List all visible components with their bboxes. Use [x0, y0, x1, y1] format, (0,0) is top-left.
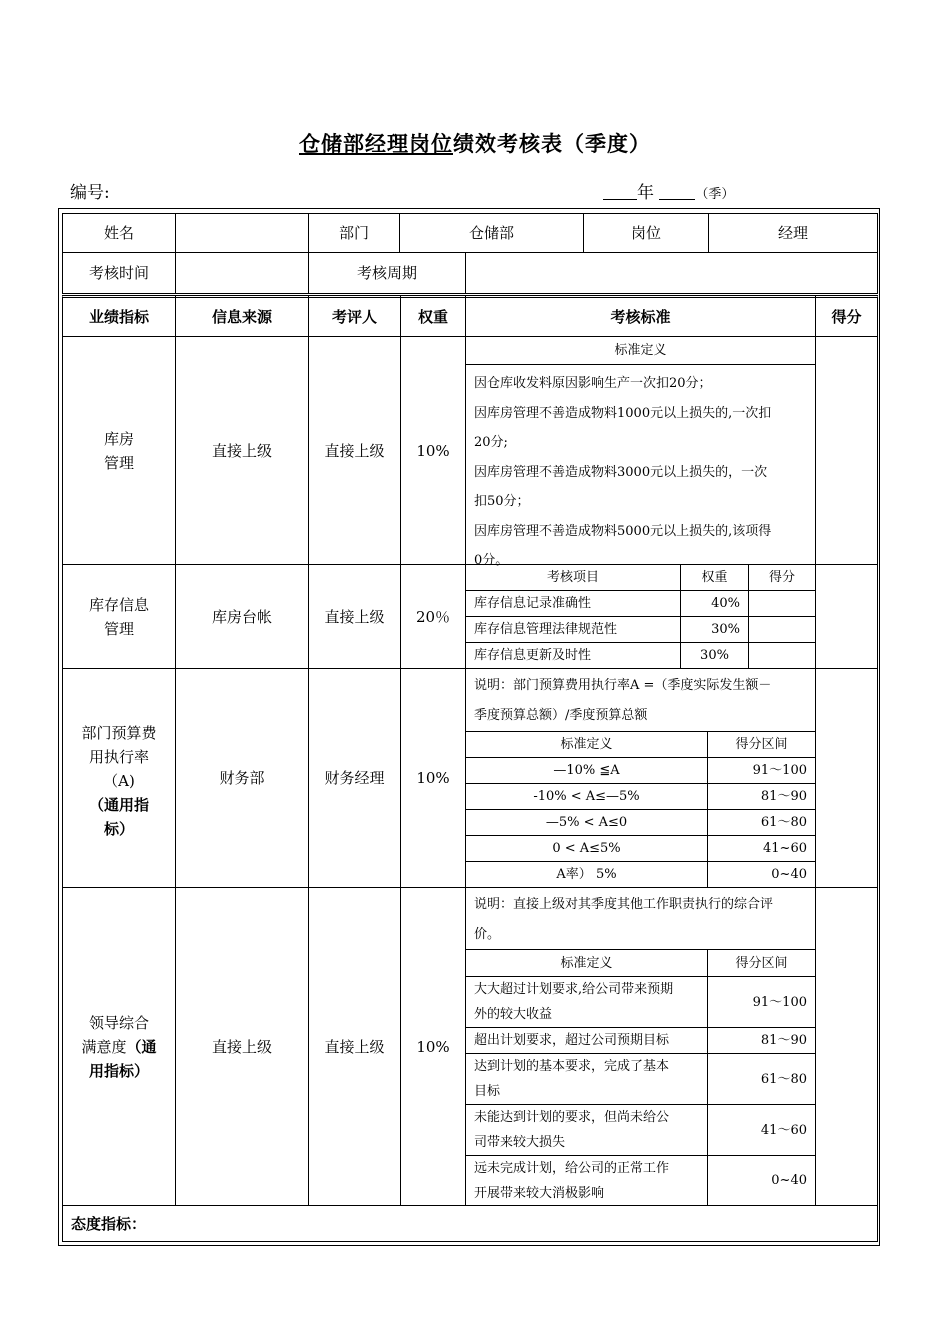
row4-range-def-line: 达到计划的基本要求，完成了基本	[474, 1059, 670, 1074]
name-field[interactable]	[175, 213, 309, 253]
row3-note-line: 季度预算总额）/季度预算总额	[474, 708, 648, 723]
row2-item-name: 库存信息记录准确性	[465, 590, 681, 617]
row4-range-def-line: 开展带来较大消极影响	[474, 1186, 605, 1201]
row1-std-line: 20分;	[474, 435, 508, 450]
attitude-label: 态度指标：	[62, 1205, 878, 1242]
row4-range-value: 41～60	[707, 1104, 816, 1156]
post-label: 岗位	[583, 213, 709, 253]
quarter-label: （季）	[695, 187, 735, 202]
row3-indicator-bold: （通用指	[88, 796, 149, 814]
row2-indicator	[62, 564, 176, 669]
header-assessor: 考评人	[308, 295, 401, 337]
row2-source: 库房台帐	[175, 564, 309, 669]
row2-sub-item-header: 考核项目	[465, 564, 681, 591]
row4-range-def-line: 远未完成计划，给公司的正常工作	[474, 1161, 670, 1176]
row3-note	[465, 668, 816, 732]
row1-source: 直接上级	[175, 336, 309, 565]
page-title: 仓储部经理岗位绩效考核表（季度）	[299, 131, 651, 156]
row4-range-def-line: 外的较大收益	[474, 1007, 553, 1022]
row3-score[interactable]	[815, 668, 878, 888]
row4-indicator-bold: 用指标）	[88, 1061, 149, 1080]
year-label: 年	[637, 183, 654, 203]
row4-indicator-mixed	[81, 1035, 156, 1059]
row3-indicator	[62, 668, 176, 888]
row4-range-def-line: 大大超过计划要求,给公司带来预期	[474, 982, 674, 997]
row4-source: 直接上级	[175, 887, 309, 1206]
row3-range-def: —5% < A≤0	[465, 809, 708, 836]
row2-sub-weight-header: 权重	[680, 564, 749, 591]
row4-range-def	[465, 1053, 708, 1105]
code-label: 编号:	[70, 183, 110, 203]
row3-indicator-line: 用执行率	[88, 748, 149, 766]
row1-std-line: 因仓库收发料原因影响生产一次扣20分；	[474, 376, 712, 391]
row4-sub-range-header: 得分区间	[707, 949, 816, 977]
row4-assessor: 直接上级	[308, 887, 401, 1206]
row4-note	[465, 887, 816, 950]
row4-score[interactable]	[815, 887, 878, 1206]
row1-assessor: 直接上级	[308, 336, 401, 565]
row3-range-value: 41~60	[707, 835, 816, 862]
row2-weight: 20％	[400, 564, 466, 669]
row2-item-weight: 40%	[680, 590, 749, 617]
row4-indicator-line: 领导综合	[88, 1013, 149, 1032]
row2-indicator-line2: 管理	[103, 619, 134, 638]
header-indicator: 业绩指标	[62, 295, 176, 337]
row1-std-body	[465, 364, 816, 568]
row1-std-line: 0分。	[474, 553, 509, 568]
row3-range-value: 0~40	[707, 861, 816, 888]
row1-std-line: 因库房管理不善造成物料3000元以上损失的，一次	[474, 464, 768, 480]
row3-range-def: -10% < A≤—5%	[465, 783, 708, 810]
row3-sub-range-header: 得分区间	[707, 731, 816, 758]
row4-range-value: 0~40	[707, 1155, 816, 1206]
row1-indicator	[62, 336, 176, 565]
row3-range-value: 91～100	[707, 757, 816, 784]
year-quarter	[603, 178, 734, 203]
row1-indicator-line1: 库房	[103, 429, 134, 448]
dept-value: 仓储部	[399, 213, 584, 253]
header-standard: 考核标准	[465, 295, 816, 337]
row4-range-def	[465, 1155, 708, 1206]
header-weight: 权重	[400, 295, 466, 337]
row3-indicator-line: （A)	[103, 772, 135, 790]
row1-std-line: 因库房管理不善造成物料1000元以上损失的,一次扣	[474, 405, 772, 421]
row1-score[interactable]	[815, 336, 878, 565]
assessment-table	[58, 208, 880, 1246]
period-field[interactable]	[465, 252, 878, 294]
row4-indicator	[62, 887, 176, 1206]
row4-sub-def-header: 标准定义	[465, 949, 708, 977]
row4-range-value: 61～80	[707, 1053, 816, 1105]
row3-indicator-bold: 标）	[103, 820, 134, 838]
row3-indicator-line: 部门预算费	[81, 724, 157, 742]
row3-weight: 10%	[400, 668, 466, 888]
row4-range-def-line: 未能达到计划的要求，但尚未给公	[474, 1110, 670, 1125]
period-label: 考核周期	[308, 252, 466, 294]
row2-item-weight: 30%	[680, 642, 749, 669]
row4-indicator-bold: （通	[126, 1037, 157, 1056]
row3-range-value: 61～80	[707, 809, 816, 836]
header-score: 得分	[815, 295, 878, 337]
row1-std-title: 标准定义	[465, 336, 816, 365]
row3-range-def: 0 < A≤5%	[465, 835, 708, 862]
row3-note-line: 说明：部门预算费用执行率A =（季度实际发生额－	[474, 678, 772, 693]
row4-range-def	[465, 1104, 708, 1156]
row2-item-name: 库存信息管理法律规范性	[465, 616, 681, 643]
row2-item-score[interactable]	[748, 590, 816, 617]
row1-std-line: 因库房管理不善造成物料5000元以上损失的,该项得	[474, 523, 772, 539]
row4-range-def-line: 司带来较大损失	[474, 1135, 566, 1150]
row3-source: 财务部	[175, 668, 309, 888]
row2-assessor: 直接上级	[308, 564, 401, 669]
row2-item-score[interactable]	[748, 616, 816, 643]
row4-weight: 10%	[400, 887, 466, 1206]
row3-range-def: —10% ≦A	[465, 757, 708, 784]
row4-indicator-normal: 满意度	[81, 1037, 127, 1056]
row3-assessor: 财务经理	[308, 668, 401, 888]
row3-sub-def-header: 标准定义	[465, 731, 708, 758]
post-value: 经理	[708, 213, 878, 253]
row2-item-weight: 30%	[680, 616, 749, 643]
row2-item-score[interactable]	[748, 642, 816, 669]
row4-range-def	[465, 976, 708, 1028]
header-source: 信息来源	[175, 295, 309, 337]
row4-range-def: 超出计划要求，超过公司预期目标	[465, 1027, 708, 1054]
time-field[interactable]	[175, 252, 309, 294]
row2-sub-score-header: 得分	[748, 564, 816, 591]
row4-range-value: 81～90	[707, 1027, 816, 1054]
dept-label: 部门	[308, 213, 400, 253]
row4-range-def-line: 目标	[474, 1084, 501, 1099]
row4-range-value: 91～100	[707, 976, 816, 1028]
row1-weight: 10%	[400, 336, 466, 565]
name-label: 姓名	[62, 213, 176, 253]
time-label: 考核时间	[62, 252, 176, 294]
row3-range-def: A率） 5%	[465, 861, 708, 888]
row2-score[interactable]	[815, 564, 878, 669]
row1-indicator-line2: 管理	[103, 453, 134, 472]
row2-item-name: 库存信息更新及时性	[465, 642, 681, 669]
row1-std-line: 扣50分；	[474, 494, 530, 509]
row2-indicator-line1: 库存信息	[88, 595, 149, 614]
row4-note-line: 价。	[474, 927, 501, 942]
row4-note-line: 说明：直接上级对其季度其他工作职责执行的综合评	[474, 897, 774, 912]
row3-range-value: 81～90	[707, 783, 816, 810]
